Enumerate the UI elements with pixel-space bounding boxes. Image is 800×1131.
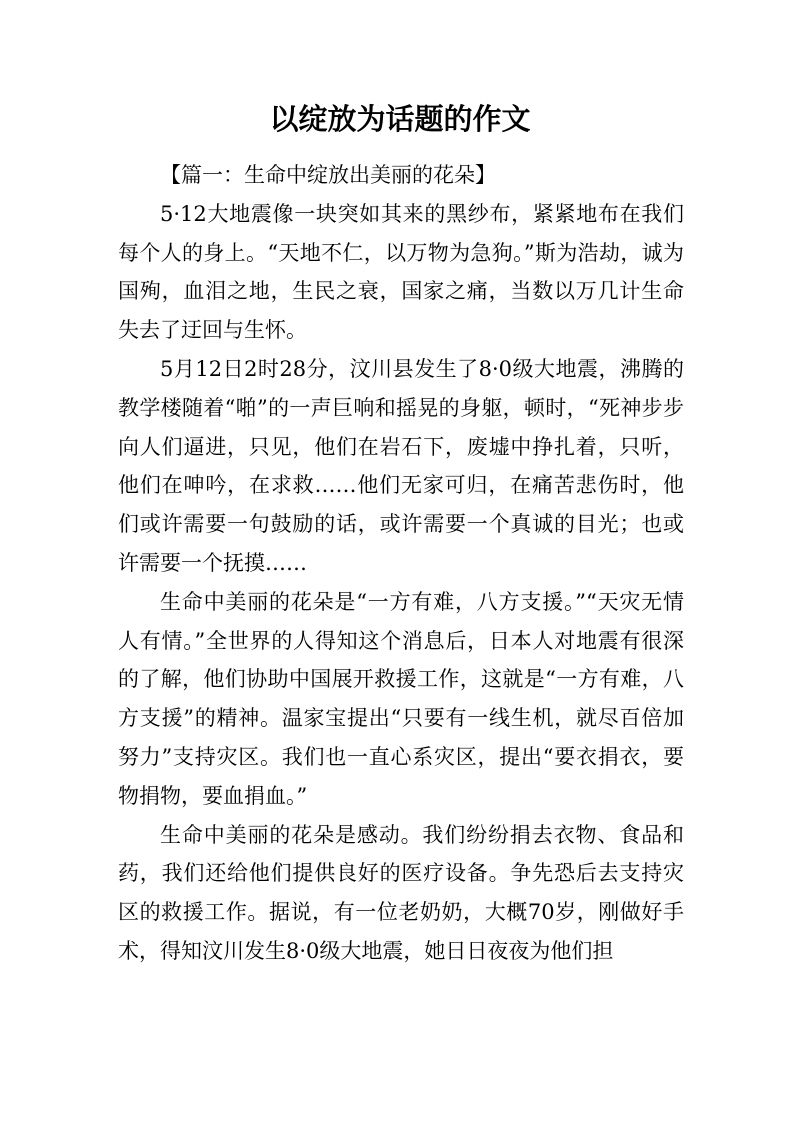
paragraph: 5·12大地震像一块突如其来的黑纱布，紧紧地布在我们每个人的身上。“天地不仁，以万物为急狗。”斯为浩劫，诚为国殉，血泪之地，生民之衰，国家之痛，当数以万几计生命失去了迂回与生怀。 bbox=[118, 201, 684, 343]
document-body bbox=[118, 156, 684, 971]
document-title: 以绽放为话题的作文 bbox=[269, 102, 531, 136]
paragraph: 5月12日2时28分，汶川县发生了8·0级大地震，沸腾的教学楼随着“啪”的一声巨响和摇晃的身躯，顿时，“死神步步向人们逼进，只见，他们在岩石下，废墟中挣扎着，只听，他们在呻吟，在求救……他们无家可归，在痛苦悲伤时，他们或许需要一句鼓励的话，或许需要一个真诚的目光；也或许需要一个抚摸…… bbox=[118, 356, 684, 575]
section-heading: 【篇一：生命中绽放出美丽的花朵】 bbox=[160, 163, 496, 187]
paragraph: 生命中美丽的花朵是“一方有难，八方支援。”“天灾无情人有情。”全世界的人得知这个消息后，日本人对地震有很深的了解，他们协助中国展开救援工作，这就是“一方有难，八方支援”的精神。温家宝提出“只要有一线生机，就尽百倍加努力”支持灾区。我们也一直心系灾区，提出“要衣捐衣，要物捐物，要血捐血。” bbox=[118, 589, 684, 808]
paragraph: 生命中美丽的花朵是感动。我们纷纷捐去衣物、食品和药，我们还给他们提供良好的医疗设备。争先恐后去支持灾区的救援工作。据说，有一位老奶奶，大概70岁，刚做好手术，得知汶川发生8·0级大地震，她日日夜夜为他们担 bbox=[118, 822, 684, 963]
